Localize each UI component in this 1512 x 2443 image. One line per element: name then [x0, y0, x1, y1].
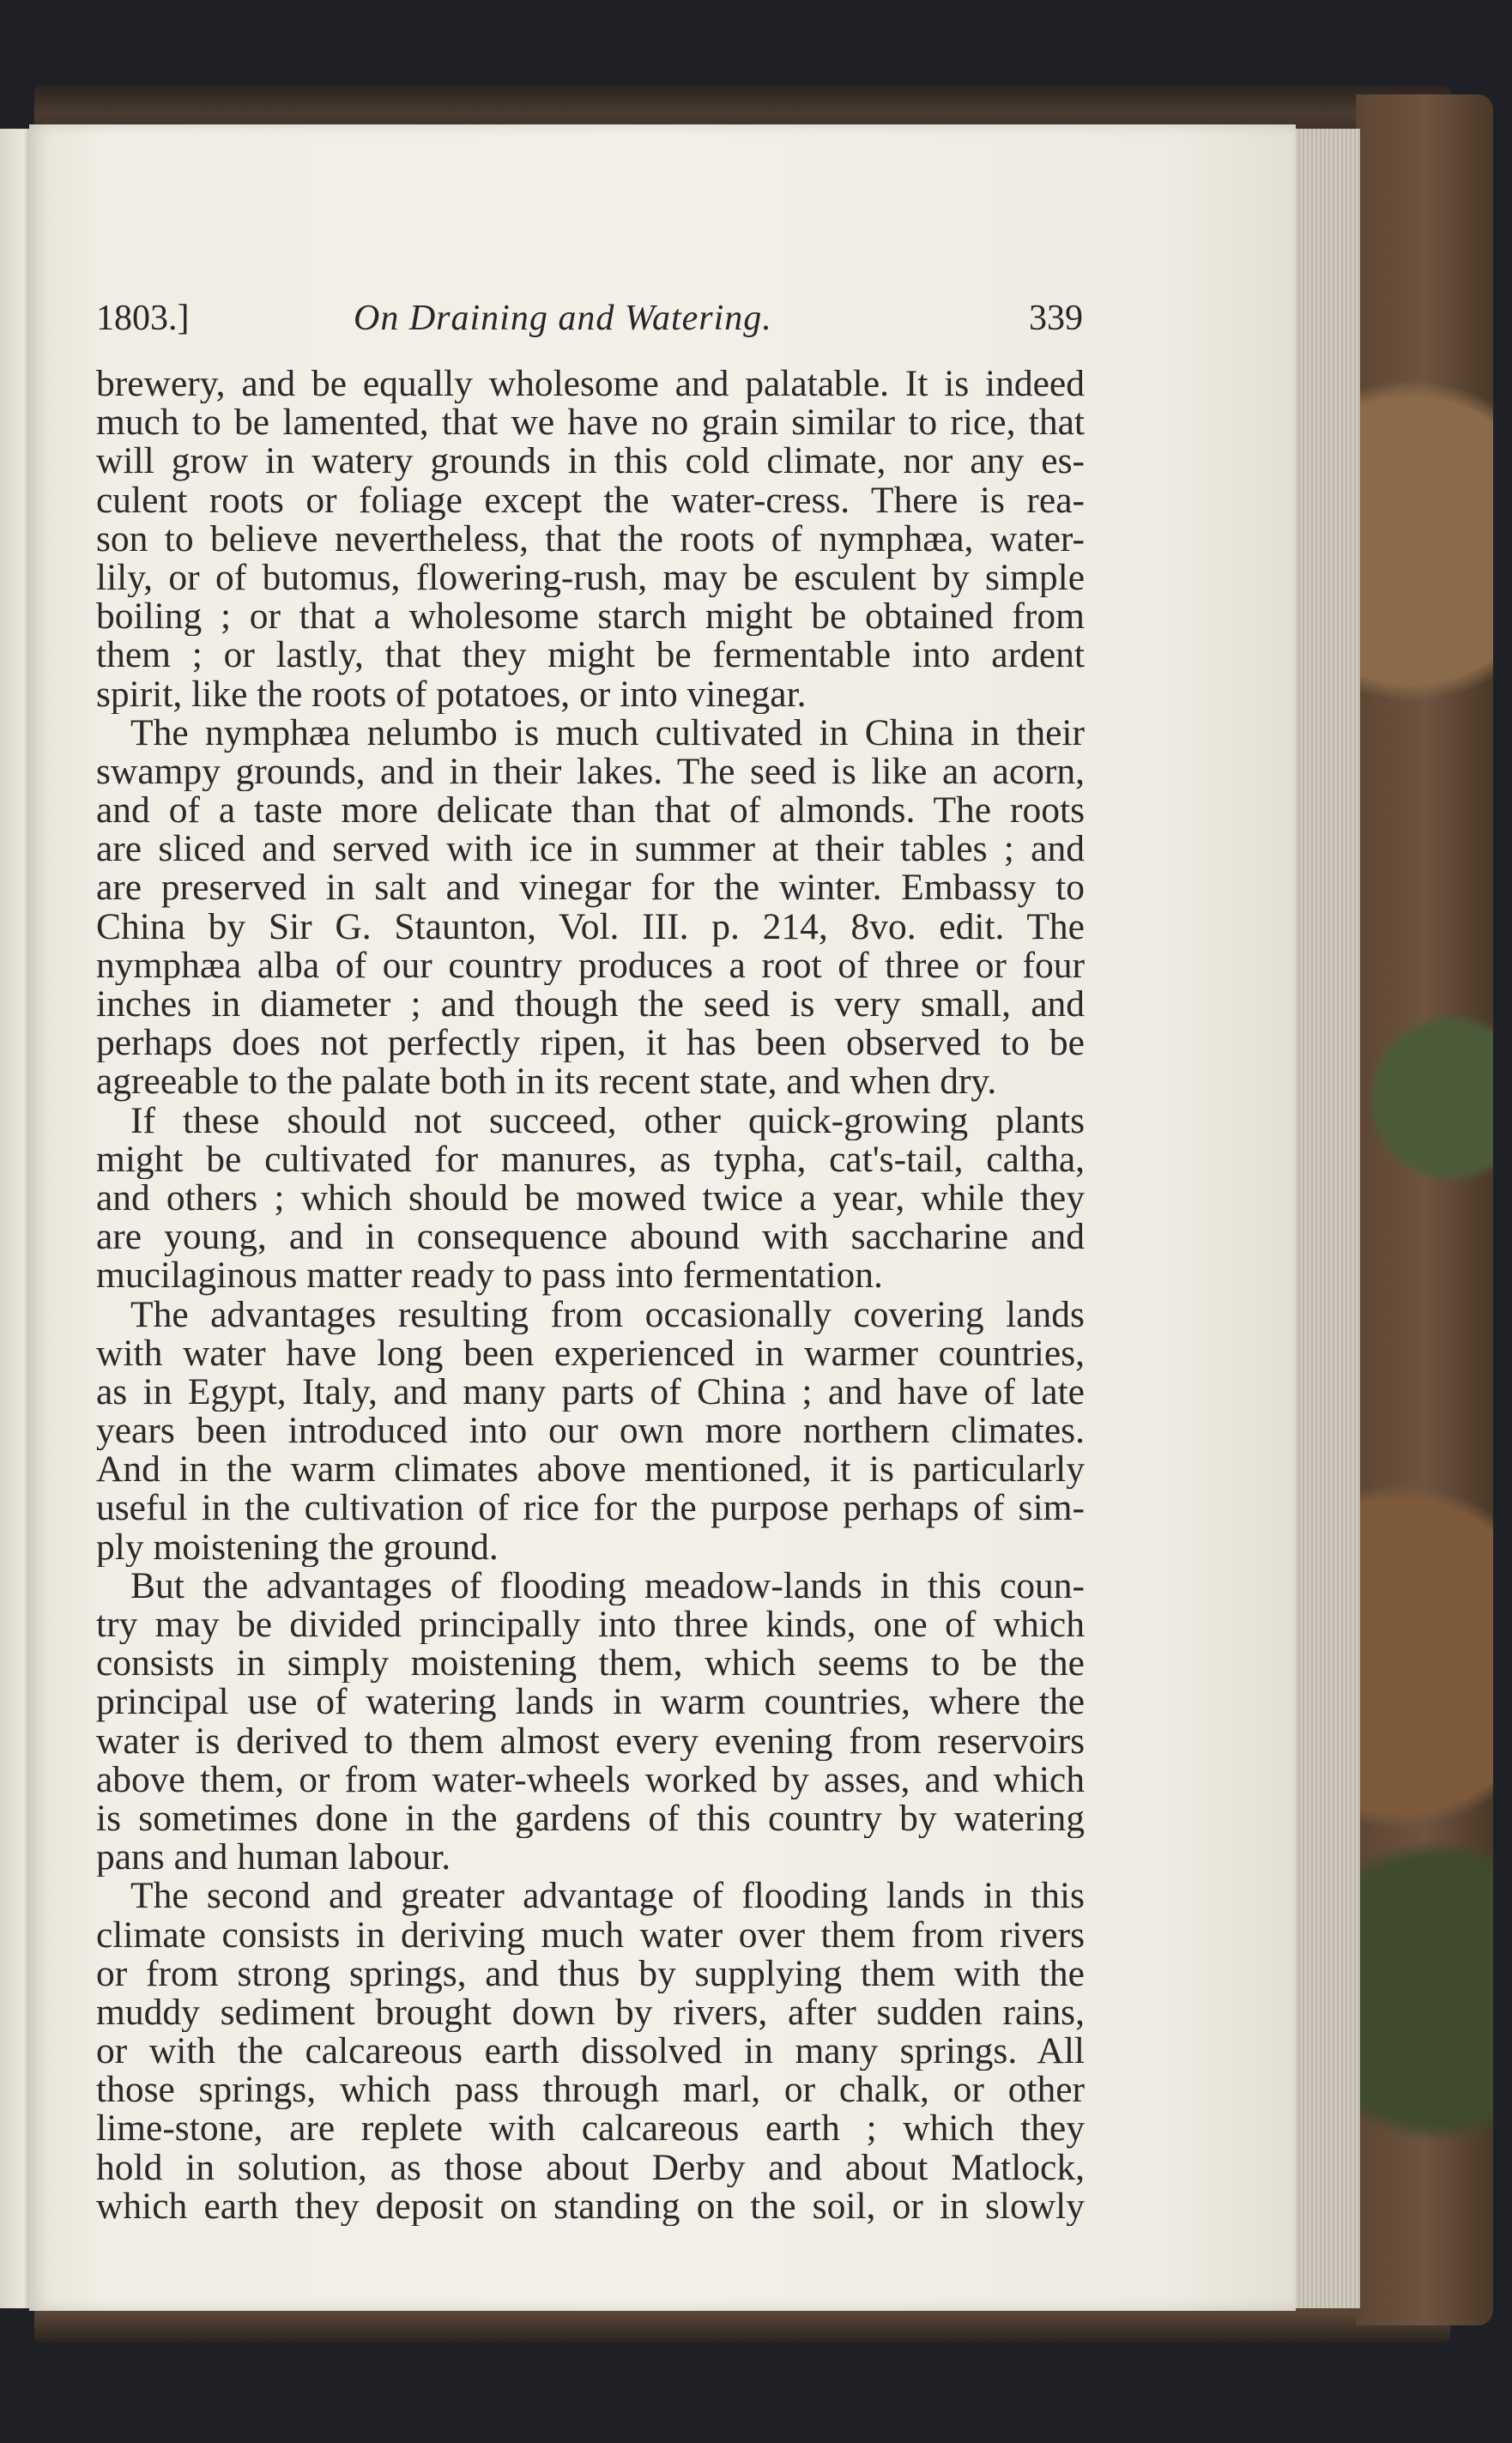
text-line: culent roots or foliage except the water-cress. There is rea-	[96, 481, 1085, 520]
body-text	[96, 365, 1085, 2226]
text-line: is sometimes done in the gardens of this country by watering	[96, 1799, 1085, 1839]
text-line: The nymphæa nelumbo is much cultivated in China in their	[130, 713, 1085, 753]
text-line: spirit, like the roots of potatoes, or into vinegar.	[96, 674, 807, 714]
page-edges	[1294, 129, 1360, 2308]
text-line: which earth they deposit on standing on the soil, or in slowly	[96, 2186, 1085, 2226]
text-line: them ; or lastly, that they might be fermentable into ardent	[96, 636, 1085, 675]
text-line: The second and greater advantage of flooding lands in this	[130, 1877, 1085, 1916]
text-line: and of a taste more delicate than that of almonds. The roots	[96, 791, 1085, 831]
facing-page-edge	[0, 129, 29, 2308]
text-line: climate consists in deriving much water over them from rivers	[96, 1915, 1085, 1955]
text-line: nymphæa alba of our country produces a root of three or four	[96, 946, 1085, 985]
text-line: perhaps does not perfectly ripen, it has been observed to be	[96, 1024, 1085, 1063]
text-line: with water have long been experienced in warmer countries,	[96, 1333, 1085, 1373]
text-line: consists in simply moistening them, which seems to be the	[96, 1644, 1085, 1684]
text-line: years been introduced into our own more northern climates.	[96, 1412, 1085, 1451]
text-line: But the advantages of flooding meadow-lands in this coun-	[130, 1566, 1085, 1605]
text-line: brewery, and be equally wholesome and palatable. It is indeed	[96, 365, 1085, 404]
text-line: try may be divided principally into three kinds, one of which	[96, 1605, 1085, 1645]
text-line: will grow in watery grounds in this cold climate, nor any es-	[96, 442, 1085, 481]
text-line: useful in the cultivation of rice for the purpose perhaps of sim-	[96, 1489, 1085, 1528]
text-line: might be cultivated for manures, as typha, cat's-tail, caltha,	[96, 1140, 1085, 1179]
text-line: agreeable to the palate both in its recent state, and when dry.	[96, 1062, 997, 1102]
text-line: are young, and in consequence abound with saccharine and	[96, 1218, 1085, 1257]
text-line: principal use of watering lands in warm countries, where the	[96, 1683, 1085, 1722]
text-line: are sliced and served with ice in summer at their tables ; and	[96, 830, 1085, 869]
text-line: lime-stone, are replete with calcareous earth ; which they	[96, 2109, 1085, 2149]
text-line: much to be lamented, that we have no grain similar to rice, that	[96, 403, 1085, 443]
text-line: boiling ; or that a wholesome starch might be obtained from	[96, 597, 1085, 637]
text-line: hold in solution, as those about Derby and about Matlock,	[96, 2148, 1085, 2187]
text-line: mucilaginous matter ready to pass into fermentation.	[96, 1256, 883, 1296]
text-line: or with the calcareous earth dissolved in many springs. All	[96, 2032, 1085, 2071]
text-line: swampy grounds, and in their lakes. The seed is like an acorn,	[96, 752, 1085, 792]
text-line: pans and human labour.	[96, 1838, 451, 1878]
text-line: ply moistening the ground.	[96, 1527, 499, 1567]
text-line: China by Sir G. Staunton, Vol. III. p. 214, 8vo. edit. The	[96, 907, 1085, 946]
text-line: If these should not succeed, other quick-growing plants	[130, 1101, 1085, 1140]
text-line: water is derived to them almost every evening from reservoirs	[96, 1721, 1085, 1761]
page-header	[96, 298, 1083, 349]
text-line: are preserved in salt and vinegar for the winter. Embassy to	[96, 868, 1085, 908]
text-line: lily, or of butomus, flowering-rush, may be esculent by simple	[96, 558, 1085, 598]
text-line: those springs, which pass through marl, or chalk, or other	[96, 2071, 1085, 2110]
text-line: And in the warm climates above mentioned, it is particularly	[96, 1450, 1085, 1490]
text-line: and others ; which should be mowed twice a year, while they	[96, 1178, 1085, 1218]
text-line: inches in diameter ; and though the seed is very small, and	[96, 985, 1085, 1025]
text-line: son to believe nevertheless, that the roots of nymphæa, water-	[96, 519, 1085, 559]
text-line: as in Egypt, Italy, and many parts of China ; and have of late	[96, 1372, 1085, 1412]
marbled-cover	[1356, 94, 1493, 2325]
header-year: 1803.]	[96, 299, 190, 338]
running-title: On Draining and Watering.	[354, 299, 772, 338]
page-number: 339	[1029, 299, 1083, 338]
text-line: muddy sediment brought down by rivers, after sudden rains,	[96, 1992, 1085, 2033]
text-line: above them, or from water-wheels worked by asses, and which	[96, 1760, 1085, 1799]
text-line: The advantages resulting from occasionally covering lands	[130, 1295, 1085, 1334]
text-line: or from strong springs, and thus by supplying them with the	[96, 1954, 1085, 1993]
